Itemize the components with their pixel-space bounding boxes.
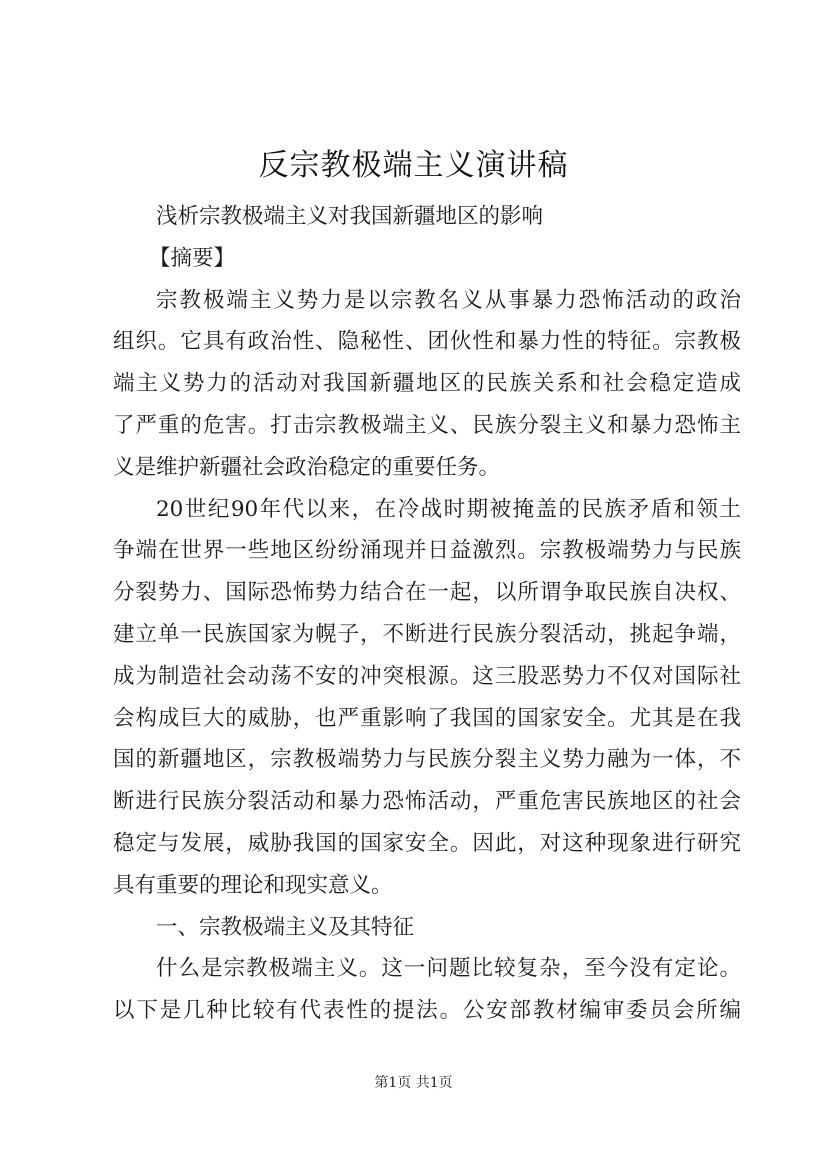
paragraph-line: 争端在世界一些地区纷纷涌现并日益激烈。宗教极端势力与民族 [113, 538, 741, 564]
paragraph-line: 成为制造社会动荡不安的冲突根源。这三股恶势力不仅对国际社 [113, 663, 741, 689]
paragraph-line: 端主义势力的活动对我国新疆地区的民族关系和社会稳定造成 [113, 371, 741, 397]
paragraph-line: 稳定与发展，威胁我国的国家安全。因此，对这种现象进行研究 [113, 830, 741, 856]
document-title: 反宗教极端主义演讲稿 [258, 148, 569, 183]
subtitle-line: 浅析宗教极端主义对我国新疆地区的影响 [156, 204, 544, 229]
section-heading: 一、宗教极端主义及其特征 [156, 914, 415, 940]
paragraph-line: 以下是几种比较有代表性的提法。公安部教材编审委员会所编 [113, 998, 741, 1024]
paragraph-line: 断进行民族分裂活动和暴力恐怖活动，严重危害民族地区的社会 [113, 789, 741, 815]
paragraph-line: 组织。它具有政治性、隐秘性、团伙性和暴力性的特征。宗教极 [113, 329, 741, 355]
page-number-footer: 第1页 共1页 [374, 1075, 453, 1091]
paragraph-line: 具有重要的理论和现实意义。 [113, 872, 393, 898]
paragraph-line: 宗教极端主义势力是以宗教名义从事暴力恐怖活动的政治 [156, 287, 741, 313]
paragraph-line: 20世纪90年代以来，在冷战时期被掩盖的民族矛盾和领土 [156, 496, 741, 522]
paragraph-line: 建立单一民族国家为幌子，不断进行民族分裂活动，挑起争端， [113, 621, 741, 647]
paragraph-line: 分裂势力、国际恐怖势力结合在一起，以所谓争取民族自决权、 [113, 580, 741, 606]
paragraph-line: 国的新疆地区，宗教极端势力与民族分裂主义势力融为一体，不 [113, 747, 741, 773]
abstract-heading: 【摘要】 [149, 245, 236, 271]
paragraph-line: 了严重的危害。打击宗教极端主义、民族分裂主义和暴力恐怖主 [113, 412, 741, 438]
document-body [113, 196, 741, 1032]
paragraph-line: 会构成巨大的威胁，也严重影响了我国的国家安全。尤其是在我 [113, 705, 741, 731]
paragraph-line: 什么是宗教极端主义。这一问题比较复杂，至今没有定论。 [156, 956, 741, 982]
paragraph-line: 义是维护新疆社会政治稳定的重要任务。 [113, 454, 501, 480]
